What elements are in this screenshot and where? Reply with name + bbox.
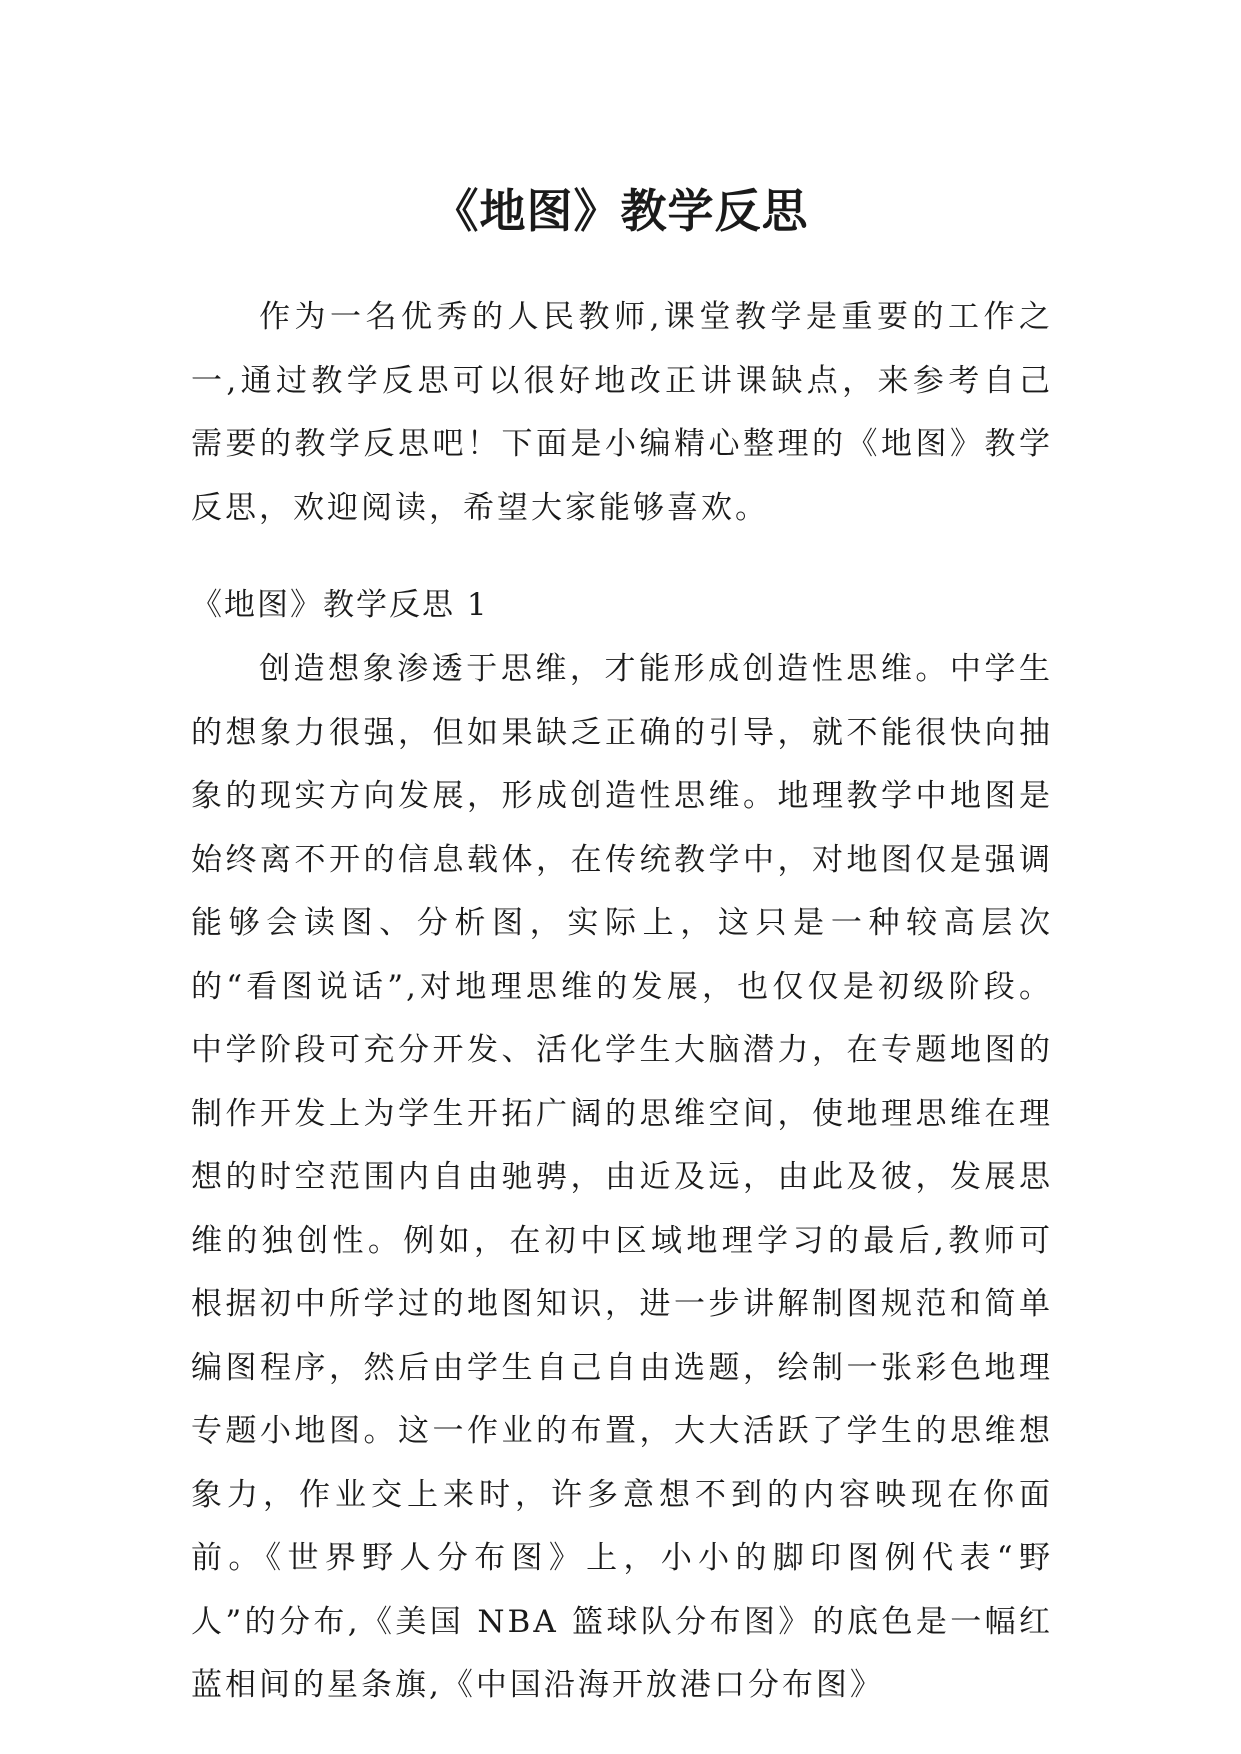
section-heading: 《地图》教学反思 1 xyxy=(191,587,489,623)
intro-paragraph: 作为一名优秀的人民教师,课堂教学是重要的工作之一,通过教学反思可以很好地改正讲课缺点，来参考自己需要的教学反思吧！下面是小编精心整理的《地图》教学反思，欢迎阅读，希望大家能够喜欢。 xyxy=(191,299,1053,526)
section-body-paragraph: 创造想象渗透于思维，才能形成创造性思维。中学生的想象力很强，但如果缺乏正确的引导，就不能很快向抽象的现实方向发展，形成创造性思维。地理教学中地图是始终离不开的信息载体，在传统教学中，对地图仅是强调能够会读图、分析图，实际上，这只是一种较高层次的“看图说话”,对地理思维的发展，也仅仅是初级阶段。中学阶段可充分开发、活化学生大脑潜力，在专题地图的制作开发上为学生开拓广阔的思维空间，使地理思维在理想的时空范围内自由驰骋，由近及远，由此及彼，发展思维的独创性。例如，在初中区域地理学习的最后,教师可根据初中所学过的地图知识，进一步讲解制图规范和简单编图程序，然后由学生自己自由选题，绘制一张彩色地理专题小地图。这一作业的布置，大大活跃了学生的思维想象力，作业交上来时，许多意想不到的内容映现在你面前。《世界野人分布图》上，小小的脚印图例代表“野人”的分布,《美国 NBA 篮球队分布图》的底色是一幅红蓝相间的星条旗,《中国沿海开放港口分布图》 xyxy=(191,651,1053,1703)
document-title: 《地图》教学反思 xyxy=(432,183,809,238)
